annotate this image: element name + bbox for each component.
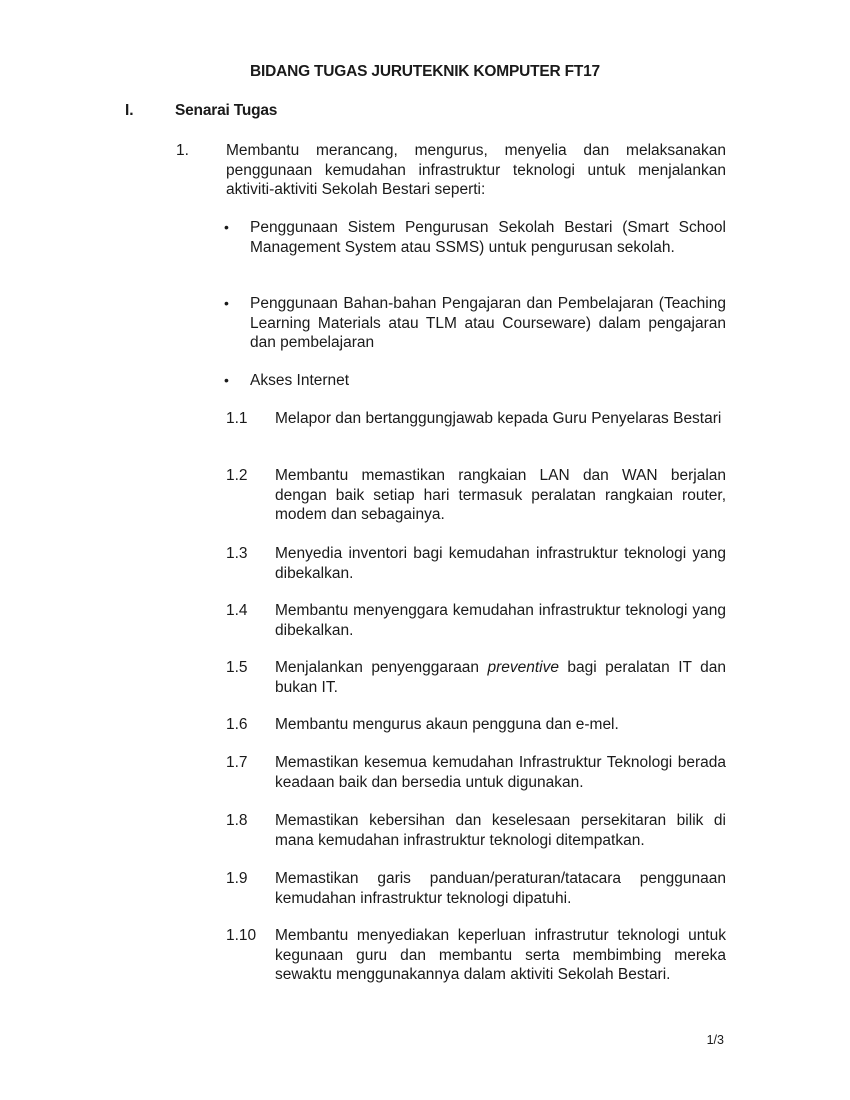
section-title: Senarai Tugas	[175, 102, 278, 119]
item-text: Membantu merancang, mengurus, menyelia dan melaksanakan penggunaan kemudahan infrastruktur teknologi untuk menjalankan aktiviti-aktiviti Sekolah Bestari seperti:	[226, 142, 726, 198]
bullet-text: Penggunaan Sistem Pengurusan Sekolah Bestari (Smart School Management System atau SSMS) untuk pengurusan sekolah.	[250, 219, 726, 256]
sub-item-text: Menyedia inventori bagi kemudahan infrastruktur teknologi yang dibekalkan.	[275, 545, 726, 582]
sub-item-number: 1.10	[226, 927, 257, 944]
document-title: BIDANG TUGAS JURUTEKNIK KOMPUTER FT17	[250, 63, 600, 80]
sub-item-text: Membantu menyediakan keperluan infrastrutur teknologi untuk kegunaan guru dan membantu serta membimbing mereka sewaktu menggunakannya dalam aktiviti Sekolah Bestari.	[275, 927, 726, 983]
bullet-icon: •	[224, 219, 229, 235]
bullet-text: Akses Internet	[250, 372, 350, 389]
sub-item-number: 1.3	[226, 545, 248, 562]
sub-item-number: 1.5	[226, 659, 248, 676]
sub-item-number: 1.9	[226, 870, 248, 887]
sub-item-text: Melapor dan bertanggungjawab kepada Guru Penyelaras Bestari	[275, 410, 722, 427]
section-number: I.	[125, 102, 134, 119]
item-number: 1.	[176, 142, 189, 159]
bullet-icon: •	[224, 295, 229, 311]
sub-item-number: 1.1	[226, 410, 248, 427]
sub-item-text: Membantu menyenggara kemudahan infrastruktur teknologi yang dibekalkan.	[275, 602, 726, 639]
sub-item-text: Menjalankan penyenggaraan preventive bagi peralatan IT dan bukan IT.	[275, 659, 726, 696]
sub-item-number: 1.8	[226, 812, 248, 829]
sub-item-text: Memastikan kesemua kemudahan Infrastruktur Teknologi berada keadaan baik dan bersedia untuk digunakan.	[275, 754, 726, 791]
sub-item-number: 1.4	[226, 602, 248, 619]
bullet-text: Penggunaan Bahan-bahan Pengajaran dan Pembelajaran (Teaching Learning Materials atau TLM atau Courseware) dalam pengajaran dan pembelajaran	[250, 295, 726, 351]
page-number: 1/3	[706, 1033, 724, 1047]
sub-item-text: Memastikan kebersihan dan keselesaan persekitaran bilik di mana kemudahan infrastruktur teknologi ditempatkan.	[275, 812, 726, 849]
sub-item-number: 1.6	[226, 716, 248, 733]
sub-item-text: Membantu mengurus akaun pengguna dan e-mel.	[275, 716, 619, 733]
sub-item-text: Membantu memastikan rangkaian LAN dan WAN berjalan dengan baik setiap hari termasuk peralatan rangkaian router, modem dan sebagainya.	[275, 467, 726, 523]
sub-item-number: 1.2	[226, 467, 248, 484]
italic-term: preventive	[487, 659, 559, 676]
sub-item-number: 1.7	[226, 754, 248, 771]
sub-item-text: Memastikan garis panduan/peraturan/tatacara penggunaan kemudahan infrastruktur teknologi dipatuhi.	[275, 870, 726, 907]
bullet-icon: •	[224, 372, 229, 388]
